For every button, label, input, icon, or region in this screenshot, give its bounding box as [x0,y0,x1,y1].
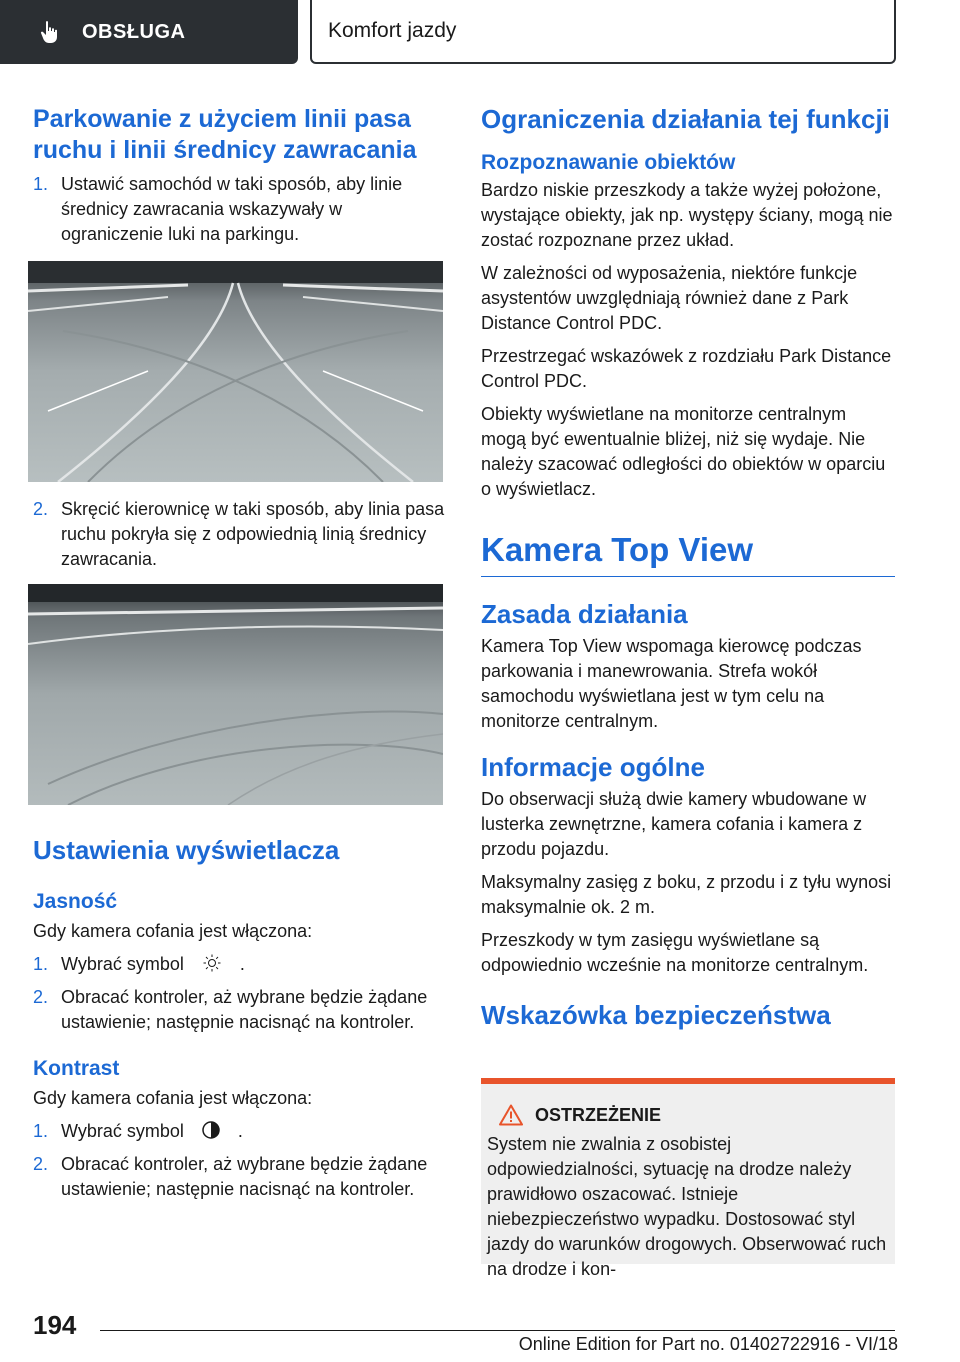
limits-title: Ograniczenia działania tej funkcji [481,104,890,134]
step-text-after: . [237,1121,243,1141]
camera-title: Kamera Top View [481,530,895,577]
general-title: Informacje ogólne [481,752,705,782]
general-paragraph-2: Maksymalny zasięg z boku, z przodu i z tyłu wynosi maksymalnie ok. 2 m. [481,872,892,917]
step-text: Ustawić samochód w taki sposób, aby linie średnicy zawracania wskazywały w ograniczenie luki na parkingu. [61,174,403,244]
hand-pointer-icon [40,20,62,44]
objects-paragraph-4: Obiekty wyświetlane na monitorze centralnym mogą być ewentualnie bliżej, niż się wydaje. Nie należy szacować odległości do obiektów w oparciu o wyświetlacz. [481,404,886,499]
list-item [33,1152,445,1202]
step-number: 2. [33,499,49,519]
warning-title [487,1104,887,1126]
contrast-icon [201,1120,221,1140]
right-column [481,104,895,1031]
objects-title: Rozpoznawanie obiektów [481,151,736,174]
section-tab [0,0,298,64]
step-text: Wybrać symbol [61,1121,184,1141]
steps-list-a2 [33,497,445,572]
section-label: OBSŁUGA [82,20,186,43]
steps-list-a [33,172,445,247]
page-header [0,0,960,66]
objects-paragraph-2: W zależności od wyposażenia, niektóre funkcje asystentów uwzględniają również dane z Park Distance Control PDC. [481,263,858,333]
display-settings-title: Ustawienia wyświetlacza [33,835,340,865]
brightness-title: Jasność [33,890,118,913]
step-number: 2. [33,1154,49,1174]
brightness-icon [201,954,223,972]
step-number: 1. [33,1121,49,1141]
list-item [33,952,445,977]
page-footer [0,1290,960,1362]
warning-triangle-icon [499,1104,523,1126]
brightness-steps [33,952,445,1035]
warning-box [481,1078,895,1279]
left-column-top [33,104,445,247]
footer-divider [100,1330,895,1331]
contrast-title: Kontrast [33,1057,120,1080]
chapter-tab [310,0,896,64]
contrast-steps [33,1119,445,1202]
step-text: Obracać kontroler, aż wybrane będzie żądane ustawienie; następnie nacisnąć na kontroler. [61,1154,428,1199]
list-item [33,1119,445,1144]
list-item [33,497,445,572]
safety-title: Wskazówka bezpieczeństwa [481,1000,831,1030]
camera-figure-1 [28,261,443,482]
warning-text: System nie zwalnia z osobistej odpowiedzialności, sytuację na drodze należy prawidłowo oszacować. Istnieje niebezpieczeństwo wypadku. Dostosować styl jazdy do warunków drogowych. Obserwować ruch na drodze i kon- [487,1134,887,1279]
step-text: Obracać kontroler, aż wybrane będzie żądane ustawienie; następnie nacisnąć na kontroler. [61,987,428,1032]
warning-label: OSTRZEŻENIE [535,1104,662,1125]
parking-lines-title: Parkowanie z użyciem linii pasa ruchu i linii średnicy zawracania [33,105,417,164]
chapter-label: Komfort jazdy [328,19,457,42]
step-text: Skręcić kierownicę w taki sposób, aby linia pasa ruchu pokryła się z odpowiednią linią średnicy zawracania. [61,499,445,569]
objects-paragraph-3: Przestrzegać wskazówek z rozdziału Park Distance Control PDC. [481,346,892,391]
step-number: 1. [33,174,49,194]
step-number: 1. [33,954,49,974]
general-paragraph-3: Przeszkody w tym zasięgu wyświetlane są odpowiednio wcześnie na monitorze centralnym. [481,930,869,975]
camera-figure-2 [28,584,443,805]
list-item [33,172,445,247]
principle-text: Kamera Top View wspomaga kierowcę podczas parkowania i manewrowania. Strefa wokół samochodu wyświetlana jest w tym celu na monitorze centralnym. [481,636,862,731]
step-number: 2. [33,987,49,1007]
step-text: Wybrać symbol [61,954,184,974]
left-column-step2 [33,497,445,572]
contrast-intro: Gdy kamera cofania jest włączona: [33,1088,313,1108]
page-number: 194 [33,1310,77,1340]
left-column-display [33,835,445,1202]
edition-text: Online Edition for Part no. 01402722916 - VI/18 [518,1334,898,1354]
brightness-intro: Gdy kamera cofania jest włączona: [33,921,313,941]
list-item [33,985,445,1035]
principle-title: Zasada działania [481,599,688,629]
step-text-after: . [239,954,245,974]
general-paragraph-1: Do obserwacji służą dwie kamery wbudowane w lusterka zewnętrzne, kamera cofania i kamera z przodu pojazdu. [481,789,867,859]
objects-paragraph-1: Bardzo niskie przeszkody a także wyżej położone, wystające obiekty, jak np. występy ściany, mogą nie zostać rozpoznane przez układ. [481,180,893,250]
